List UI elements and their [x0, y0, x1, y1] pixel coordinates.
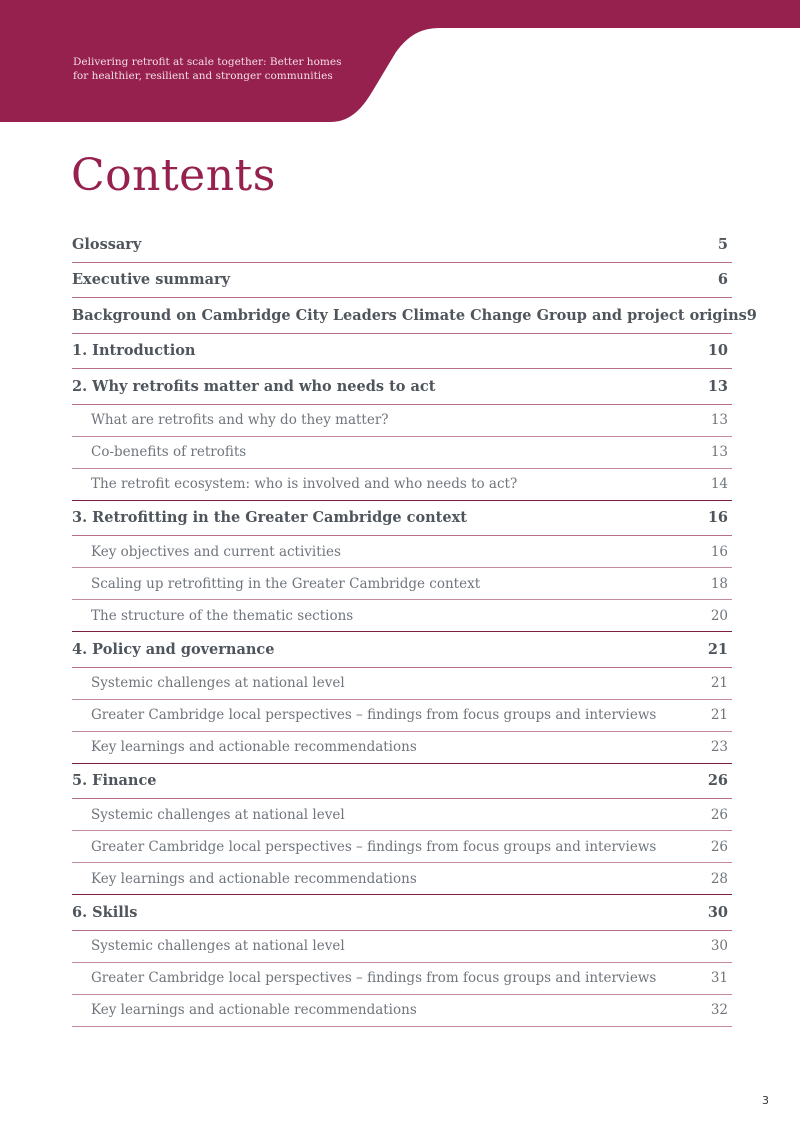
toc-subsection-entry[interactable] [72, 469, 732, 501]
toc-subsection-entry[interactable] [72, 863, 732, 895]
toc-entry-title: 6. Skills [72, 903, 138, 921]
toc-entry-title: 1. Introduction [72, 342, 196, 360]
toc-entry-title: 2. Why retrofits matter and who needs to act [72, 377, 436, 395]
toc-section-entry[interactable] [72, 632, 732, 668]
toc-entry-page: 13 [707, 377, 728, 395]
toc-entry-title: Key learnings and actionable recommendations [91, 1002, 417, 1018]
toc-entry-page: 16 [707, 509, 728, 527]
toc-entry-page: 14 [710, 476, 728, 492]
toc-subsection-entry[interactable] [72, 799, 732, 831]
toc-subsection-entry[interactable] [72, 405, 732, 437]
toc-section-entry[interactable] [72, 334, 732, 370]
toc-subsection-entry[interactable] [72, 536, 732, 568]
toc-entry-title: Greater Cambridge local perspectives – findings from focus groups and interviews [91, 970, 657, 986]
toc-entry-page: 5 [717, 235, 728, 253]
toc-entry-title: 5. Finance [72, 772, 157, 790]
toc-entry-page: 6 [717, 271, 728, 289]
toc-entry-page: 26 [710, 838, 728, 855]
toc-subsection-entry[interactable] [72, 995, 732, 1027]
toc-entry-page: 30 [710, 938, 728, 954]
toc-entry-page: 30 [707, 903, 728, 921]
toc-section-entry[interactable] [72, 227, 732, 263]
header-band [0, 0, 800, 125]
toc-entry-page: 28 [710, 870, 728, 887]
table-of-contents [72, 227, 757, 1027]
toc-entry-title: Scaling up retrofitting in the Greater Cambridge context [91, 575, 481, 592]
toc-entry-title: Key objectives and current activities [91, 543, 341, 560]
toc-section-entry[interactable] [72, 764, 732, 800]
toc-entry-page: 10 [707, 342, 728, 360]
toc-entry-title: Key learnings and actionable recommendations [91, 739, 417, 755]
toc-entry-title: Executive summary [72, 271, 231, 289]
toc-entry-title: Co-benefits of retrofits [91, 444, 247, 460]
toc-section-entry[interactable] [72, 263, 732, 299]
toc-entry-title: Greater Cambridge local perspectives – findings from focus groups and interviews [91, 707, 657, 723]
toc-entry-title: The structure of the thematic sections [91, 607, 354, 624]
toc-section-entry[interactable] [72, 501, 732, 537]
toc-subsection-entry[interactable] [72, 963, 732, 995]
page-number: 3 [762, 1094, 769, 1107]
toc-entry-page: 31 [710, 970, 728, 986]
toc-entry-page: 21 [707, 640, 728, 658]
running-header [73, 56, 341, 83]
toc-entry-page: 18 [710, 575, 728, 592]
toc-entry-title: Background on Cambridge City Leaders Climate Change Group and project origins [72, 306, 747, 324]
toc-entry-page: 21 [710, 707, 728, 723]
toc-section-entry[interactable] [72, 895, 732, 931]
toc-entry-title: 3. Retrofitting in the Greater Cambridge context [72, 509, 467, 527]
toc-subsection-entry[interactable] [72, 931, 732, 963]
toc-subsection-entry[interactable] [72, 568, 732, 600]
toc-subsection-entry[interactable] [72, 437, 732, 469]
toc-subsection-entry[interactable] [72, 600, 732, 632]
running-header-line-1: Delivering retrofit at scale together: Better homes [73, 56, 342, 68]
toc-entry-page: 23 [710, 739, 728, 755]
toc-entry-title: Key learnings and actionable recommendations [91, 870, 417, 887]
toc-entry-page: 26 [710, 806, 728, 823]
page-title: Contents [71, 150, 276, 201]
toc-subsection-entry[interactable] [72, 732, 732, 764]
toc-entry-title: The retrofit ecosystem: who is involved and who needs to act? [91, 476, 518, 492]
toc-entry-page: 32 [710, 1002, 728, 1018]
running-header-line-2: for healthier, resilient and stronger communities [73, 69, 333, 82]
toc-entry-page: 26 [707, 772, 728, 790]
toc-entry-title: Greater Cambridge local perspectives – findings from focus groups and interviews [91, 838, 657, 855]
toc-subsection-entry[interactable] [72, 831, 732, 863]
toc-section-entry[interactable] [72, 369, 732, 405]
toc-entry-page: 9 [746, 306, 757, 324]
toc-entry-title: Glossary [72, 235, 142, 253]
toc-section-entry[interactable] [72, 298, 757, 334]
toc-subsection-entry[interactable] [72, 700, 732, 732]
toc-subsection-entry[interactable] [72, 668, 732, 700]
toc-entry-title: 4. Policy and governance [72, 640, 275, 658]
toc-entry-page: 20 [710, 607, 728, 624]
toc-entry-title: Systemic challenges at national level [91, 675, 345, 691]
toc-entry-title: What are retrofits and why do they matter? [91, 412, 389, 428]
toc-entry-page: 13 [710, 412, 728, 428]
toc-entry-title: Systemic challenges at national level [91, 806, 345, 823]
toc-entry-page: 16 [710, 543, 728, 560]
toc-entry-title: Systemic challenges at national level [91, 938, 345, 954]
toc-entry-page: 21 [710, 675, 728, 691]
toc-entry-page: 13 [710, 444, 728, 460]
